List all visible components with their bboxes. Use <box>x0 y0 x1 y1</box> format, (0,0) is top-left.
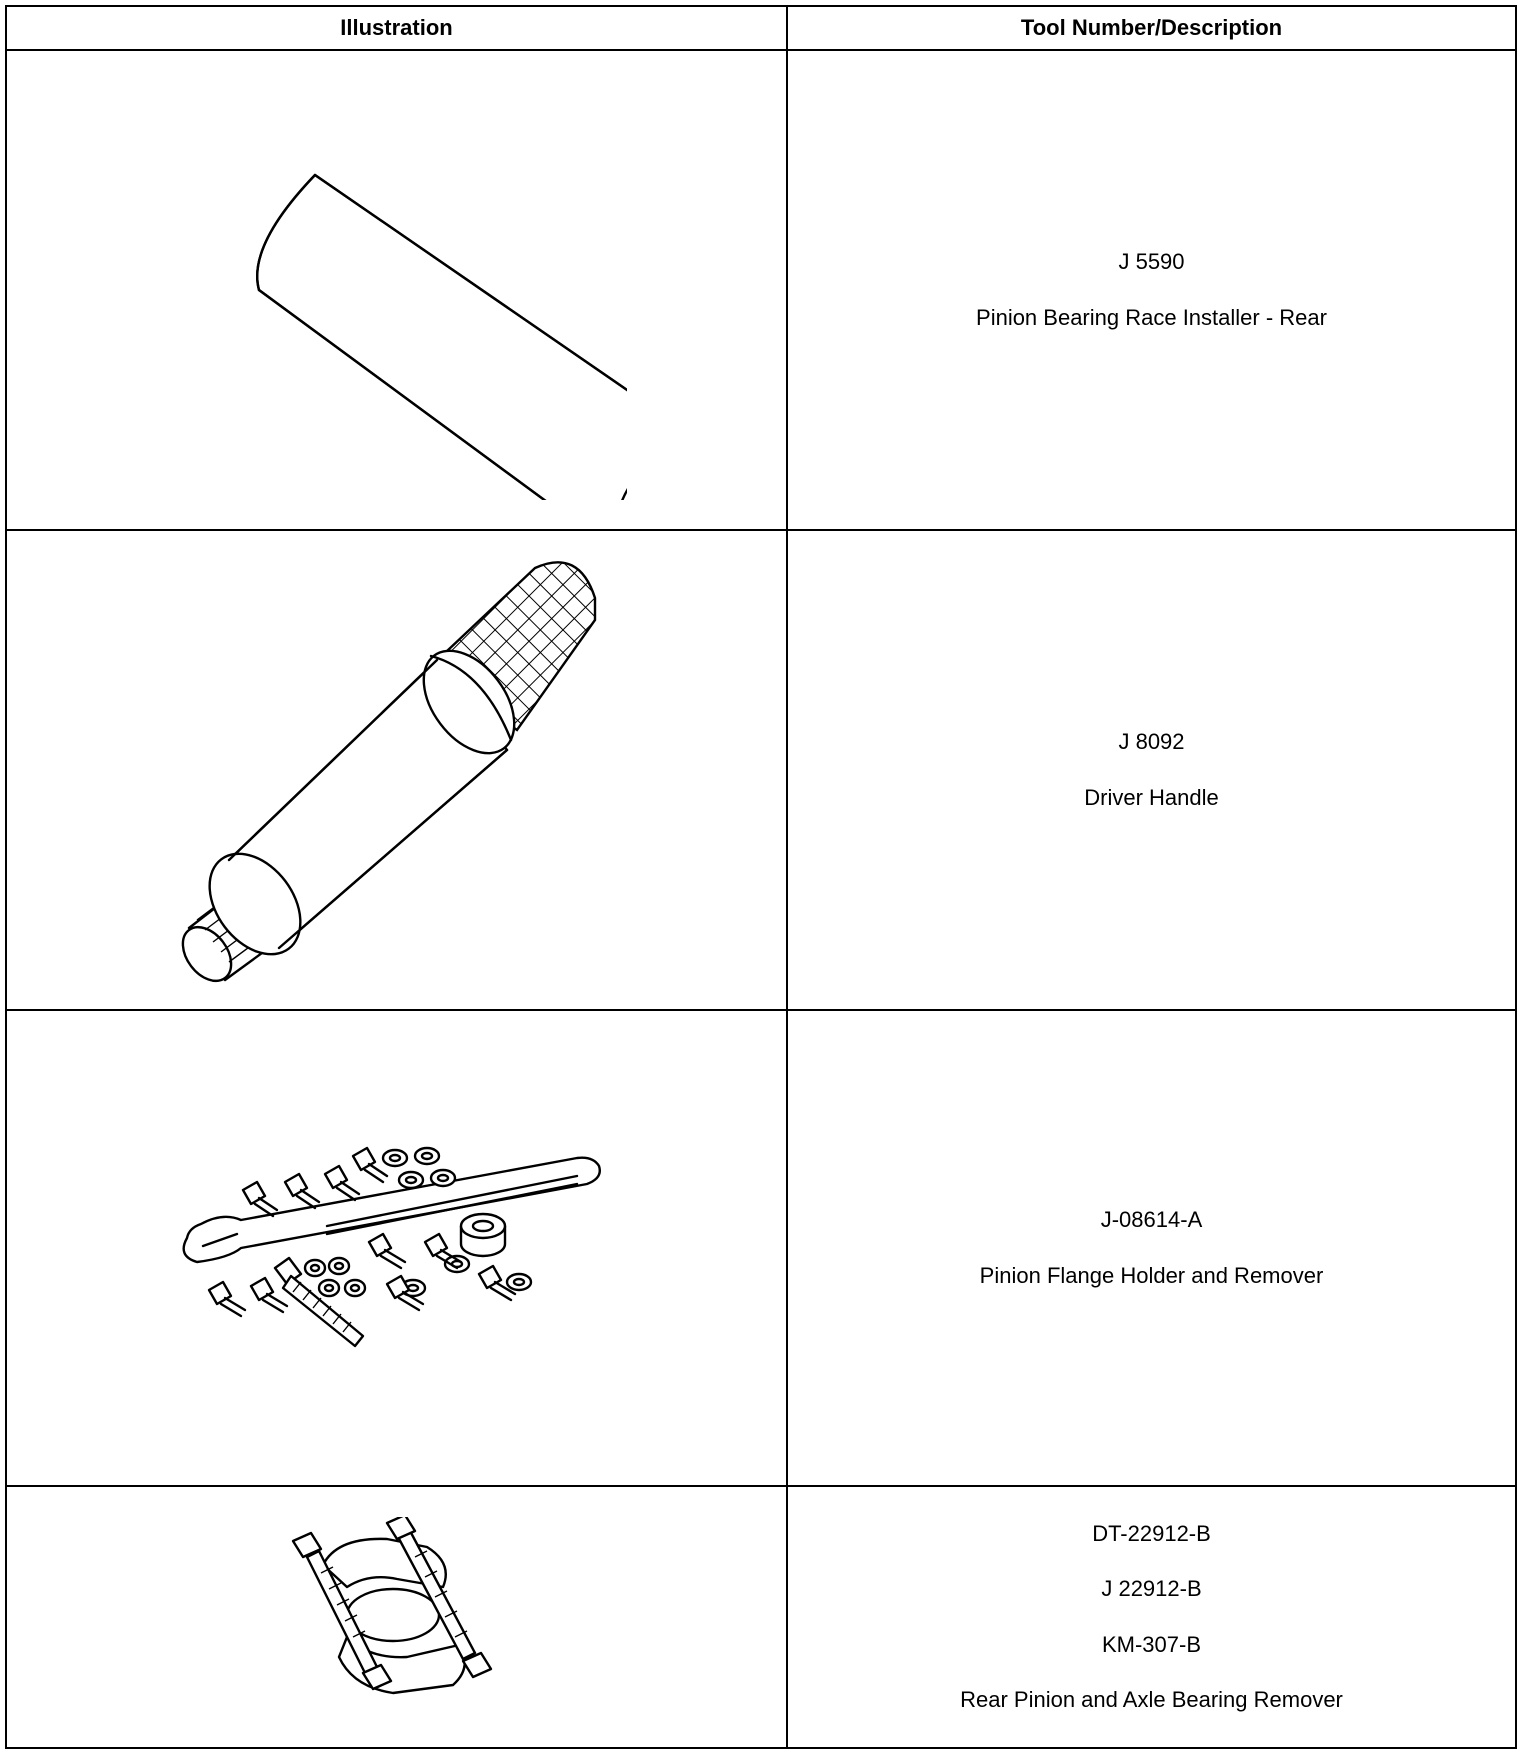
illustration-cell <box>6 530 787 1010</box>
illustration-cell <box>6 1010 787 1486</box>
bearing-separator-icon <box>277 1517 517 1717</box>
tool-number: J 22912-B <box>1101 1576 1202 1602</box>
header-row <box>6 6 1516 50</box>
flange-holder-kit-icon <box>167 1138 627 1358</box>
tool-description-cell <box>787 530 1516 1010</box>
tool-number: DT-22912-B <box>1092 1520 1211 1546</box>
tool-description-cell <box>787 1010 1516 1486</box>
special-tools-table <box>5 5 1517 1749</box>
tool-description: Rear Pinion and Axle Bearing Remover <box>960 1686 1343 1712</box>
tool-description: Pinion Flange Holder and Remover <box>979 1262 1324 1288</box>
illustration-cell <box>6 1486 787 1748</box>
bearing-race-installer-icon <box>167 80 627 500</box>
tool-description-cell <box>787 50 1516 530</box>
table-row <box>6 1486 1516 1748</box>
illustration-column-header: Illustration <box>6 6 787 50</box>
driver-handle-icon <box>167 550 627 990</box>
table-row <box>6 530 1516 1010</box>
tool-number: J 8092 <box>1118 729 1185 755</box>
table-row <box>6 1010 1516 1486</box>
tool-description-column-header: Tool Number/Description <box>787 6 1516 50</box>
tool-number: J-08614-A <box>1100 1207 1203 1233</box>
tool-number: KM-307-B <box>1101 1631 1202 1657</box>
tool-number: J 5590 <box>1118 249 1185 275</box>
tool-description: Driver Handle <box>1084 784 1219 810</box>
tool-description: Pinion Bearing Race Installer - Rear <box>976 304 1327 330</box>
illustration-cell <box>6 50 787 530</box>
table-row <box>6 50 1516 530</box>
tool-description-cell <box>787 1486 1516 1748</box>
